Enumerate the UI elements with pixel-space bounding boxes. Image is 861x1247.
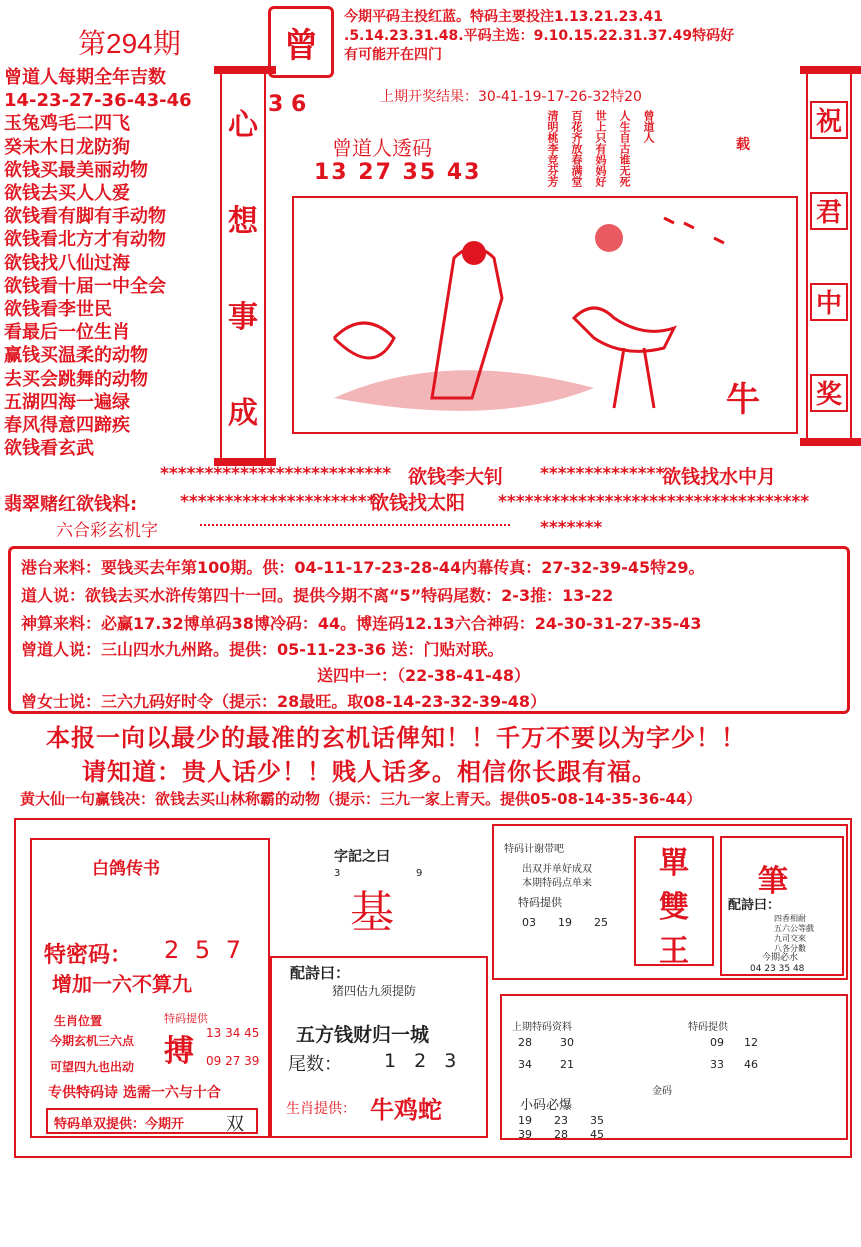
word-num: 3: [334, 868, 341, 879]
last-num: 21: [560, 1058, 574, 1071]
dotted-divider: [200, 524, 510, 526]
dsw-box: [634, 836, 714, 969]
scroll-rod: [800, 438, 861, 446]
pei2-line: 八各分數: [774, 944, 806, 953]
last-num: 28: [518, 1036, 532, 1049]
danshuang-box: [46, 1108, 258, 1134]
ji-num: 33: [710, 1058, 724, 1071]
scroll-char: 想: [228, 204, 258, 239]
clue-line: 欲钱看十届一中全会: [4, 275, 166, 297]
top-note-line: 今期平码主投红蓝。特码主要投注1.13.21.23.41: [344, 9, 663, 25]
xiaoma-num: 19: [518, 1114, 532, 1127]
spec-title: 特码提供: [164, 1012, 208, 1025]
slogan-line: 请知道：贵人话少！！贱人话多。相信你长跟有福。: [82, 757, 657, 786]
ji-row: [710, 1058, 758, 1071]
star-fill: **********************: [180, 492, 376, 512]
clue-line: 欲钱买最美丽动物: [4, 159, 148, 181]
top-notes: [344, 8, 844, 65]
clue-line: 曾道人每期全年吉数: [4, 67, 166, 88]
ji-num: 46: [744, 1058, 758, 1071]
last-result: 上期开奖结果：30-41-19-17-26-32特20: [380, 89, 642, 105]
clue-line: 欲钱看李世民: [4, 299, 112, 321]
xiaoma-num: 28: [554, 1128, 568, 1141]
clue-line: 五湖四海一遍绿: [4, 391, 130, 413]
pos-title: 生肖位置: [54, 1014, 103, 1028]
te-poem: 增加一六不算九: [52, 972, 192, 996]
left-clue-list: [4, 66, 226, 460]
info-line: 神算来料：必赢17.32博单码38博冷码：44。博连码12.13六合神码：24-30-31-27-35-43: [21, 614, 702, 633]
clue-line: 欲钱看有脚有手动物: [4, 206, 166, 228]
zodiac-char: 牛: [726, 380, 760, 420]
tema-num: 03: [522, 916, 536, 929]
last-row: [518, 1036, 574, 1049]
clue-line: 欲钱看北方才有动物: [4, 229, 166, 251]
ji-title: 特码提供: [688, 1022, 728, 1033]
spec-row: 09 27 39: [206, 1054, 260, 1068]
wufang-line: 五方钱财归一城: [296, 1024, 430, 1046]
last-row: [518, 1058, 574, 1071]
ji-row: [710, 1036, 758, 1049]
pei2-line: 九司交來: [774, 934, 806, 943]
scroll-char: 君: [810, 192, 848, 230]
scroll-rod: [800, 66, 861, 74]
clue-line: 癸未木日龙防狗: [4, 136, 130, 158]
pei2-label: 今期必水: [762, 953, 799, 963]
pei2-line: 四香相耐: [774, 914, 806, 923]
slogan-line: 本报一向以最少的最准的玄机话俾知！！千万不要以为字少！！: [46, 723, 746, 752]
clue-water-moon: 欲钱找水中月: [662, 466, 777, 488]
magic-title: 曾道人透码: [332, 136, 432, 160]
illustration-drawing: [294, 198, 798, 434]
info-line: 道人说：欲钱去买水浒传第四十一回。提供今期不离“5”特码尾数：2-3推：13-22: [21, 586, 614, 605]
sx-label: 生肖提供：: [286, 1101, 356, 1117]
pos-line: 今期玄机三六点: [50, 1034, 135, 1048]
info-line: 港台来料：要钱买去年第100期。供：04-11-17-23-28-44内幕传真：27-32-39-45特29。: [21, 558, 705, 577]
feicui-label: 翡翠赌红欲钱料:: [4, 494, 138, 515]
bird-title: 白鸽传书: [92, 859, 160, 879]
xiaoma-label: 小码必爆: [520, 1098, 573, 1113]
xiaoma-num: 45: [590, 1128, 604, 1141]
clue-line: 欲钱去买人人爱: [4, 183, 130, 205]
tema-sub: 出双并单好成双: [522, 864, 592, 875]
logo-seal: 曾: [268, 6, 334, 78]
right-scroll: [806, 72, 852, 440]
xuanji-label: 六合彩玄机字: [56, 521, 158, 541]
pei-sub: 猪四估九须提防: [332, 984, 417, 998]
spec-row: 13 34 45: [206, 1026, 260, 1040]
poem-column: 清明桃李竞芬芳: [546, 110, 559, 187]
xiaoma-num: 23: [554, 1114, 568, 1127]
xiaoma-num: 39: [518, 1128, 532, 1141]
pei2-lines: [774, 914, 814, 954]
top-note-line: 有可能开在四门: [344, 47, 442, 63]
tema-title: 特码计谢带吧: [504, 844, 564, 855]
danshuang-label: 特码单双提供：今期开: [54, 1117, 185, 1132]
word-num: 9: [416, 868, 423, 879]
star-fill: *******: [540, 518, 603, 538]
poem-column: 百花齐放春满堂: [570, 110, 583, 187]
word-title: 字記之曰: [334, 849, 390, 865]
tail-label: 尾数：: [288, 1054, 342, 1075]
pei2-numbers: 04 23 35 48: [750, 964, 805, 974]
danshuang-value: 双: [226, 1114, 244, 1135]
pos-line: 可望四九也出动: [50, 1060, 135, 1074]
poem-line: 专供特码诗 选需一六与十合: [48, 1085, 221, 1101]
left-scroll: [220, 72, 266, 460]
magic-numbers: 13 27 35 43: [314, 160, 482, 185]
clue-line: 赢钱买温柔的动物: [4, 345, 148, 367]
tema-panel: [492, 824, 848, 980]
clue-sun: 欲钱找太阳: [370, 492, 466, 514]
xiaoma-num: 35: [590, 1114, 604, 1127]
poem-column: 曾道人: [642, 110, 655, 143]
ji-num: 09: [710, 1036, 724, 1049]
star-fill: **************************: [160, 464, 392, 484]
pei-title: 配詩曰：: [290, 964, 351, 982]
scroll-char: 成: [228, 396, 258, 431]
sx-value: 牛鸡蛇: [370, 1096, 442, 1124]
scroll-char: 奖: [810, 374, 848, 412]
info-line: 送四中一：（22-38-41-48）: [317, 666, 530, 685]
word-char: 基: [350, 887, 394, 938]
huang-daxian-line: 黄大仙一句赢钱决：欲钱去买山林称霸的动物（提示：三九一家上青天。提供05-08-14-35-36-44）: [20, 790, 702, 808]
clue-line: 春风得意四蹄疾: [4, 415, 130, 437]
data-panel: [500, 994, 848, 1140]
top-number: 3 6: [268, 92, 307, 117]
lower-panel: [14, 818, 852, 1158]
ji-num: 12: [744, 1036, 758, 1049]
top-note-line: .5.14.23.31.48.平码主选：9.10.15.22.31.37.49特码好: [344, 28, 735, 44]
spec-char: 搏: [164, 1034, 194, 1069]
info-box: [8, 546, 850, 714]
word-panel: [320, 846, 460, 956]
headline-char: 载: [736, 137, 750, 153]
jinma-label: 金码: [652, 1086, 672, 1097]
xiaoma-row: [518, 1128, 604, 1141]
scroll-rod: [214, 66, 276, 74]
bird-panel: [30, 838, 270, 1138]
poem-column: 人生自古谁无死: [618, 110, 631, 187]
last-num: 30: [560, 1036, 574, 1049]
dsw-char: 王: [659, 934, 689, 969]
scroll-char: 心: [228, 108, 258, 143]
pei2-line: 五六公等戲: [774, 924, 814, 933]
scroll-char: 中: [810, 283, 848, 321]
scroll-char: 祝: [810, 101, 848, 139]
clue-li-dazhao: 欲钱李大钊: [408, 466, 504, 488]
tema-tigong: 特码提供: [518, 896, 562, 909]
te-numbers: 2 5 7: [164, 936, 246, 964]
dsw-char: 單: [659, 846, 689, 881]
clue-line: 玉兔鸡毛二四飞: [4, 113, 130, 135]
poem-column: 世上只有妈妈好: [594, 110, 607, 187]
te-label: 特密码：: [44, 943, 133, 968]
illustration: [292, 196, 798, 434]
clue-line: 看最后一位生肖: [4, 322, 130, 344]
pei2-box: [720, 836, 844, 976]
vertical-poem: [544, 110, 656, 190]
tema-numbers: [522, 916, 608, 929]
xiaoma-row: [518, 1114, 604, 1127]
last-title: 上期特码资料: [512, 1022, 572, 1033]
star-fill: **************: [540, 464, 665, 484]
pei2-title: 配詩曰：: [728, 898, 781, 913]
clue-line: 去买会跳舞的动物: [4, 368, 148, 390]
info-line: 曾道人说：三山四水九州路。提供：05-11-23-36 送：门贴对联。: [21, 640, 504, 659]
pei2-char: 筆: [758, 864, 788, 899]
tema-sub: 本期特码点单来: [522, 878, 592, 889]
scroll-char: 事: [228, 300, 258, 335]
issue-number: 第294期: [78, 28, 181, 59]
last-num: 34: [518, 1058, 532, 1071]
clue-line: 14-23-27-36-43-46: [4, 90, 192, 112]
info-line: 曾女士说：三六九码好时令（提示：28最旺。取08-14-23-32-39-48）: [21, 692, 547, 711]
clue-line: 欲钱看玄武: [4, 438, 94, 460]
dsw-char: 雙: [659, 890, 689, 925]
tail-numbers: 1 2 3: [384, 1050, 463, 1072]
tema-num: 19: [558, 916, 572, 929]
clue-line: 欲钱找八仙过海: [4, 252, 130, 274]
pei-panel: [270, 956, 488, 1138]
star-fill: ***********************************: [498, 492, 810, 512]
tema-num: 25: [594, 916, 608, 929]
